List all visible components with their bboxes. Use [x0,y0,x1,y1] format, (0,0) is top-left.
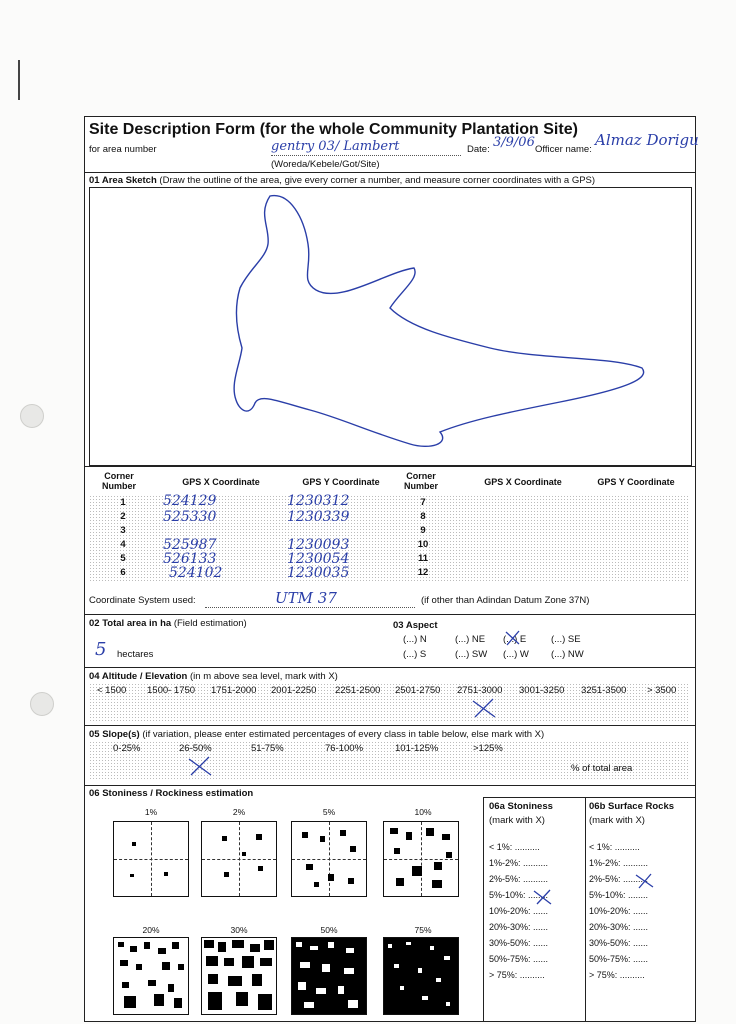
diagram-label: 5% [322,807,336,817]
stoniness-option[interactable]: 20%-30%: ...... [489,922,549,932]
stoniness-option[interactable]: 50%-75%: ...... [489,954,549,964]
col-corner-left: Corner Number [101,471,136,491]
date-value[interactable]: 3/9/06 [493,135,535,150]
punch-hole-top [20,404,44,428]
form-title: Site Description Form (for the whole Community Plantation Site) [89,121,578,138]
coord-system-value[interactable]: UTM 37 [275,589,337,607]
stoniness-x-mark [531,887,555,907]
slope-total-label: % of total area [571,763,633,774]
divider [85,614,695,615]
section01-instructions: (Draw the outline of the area, give every corner a number, and measure corner coordinates with a GPS) [159,175,596,186]
divider [85,172,695,173]
coord-system-label: Coordinate System used: [89,595,196,606]
slope-option[interactable]: 76-100% [325,743,364,754]
location-hint: (Woreda/Kebele/Got/Site) [271,159,380,170]
gps-y-value[interactable]: 1230054 [287,551,350,567]
gps-x-value[interactable]: 524129 [163,493,217,509]
altitude-option[interactable]: 2251-2500 [335,685,381,696]
stoniness-option[interactable]: 1%-2%: .......... [489,858,549,868]
surface-rocks-option[interactable]: 20%-30%: ...... [589,922,649,932]
stoniness-option[interactable]: 10%-20%: ...... [489,906,549,916]
divider-vertical [585,797,586,1021]
divider [85,725,695,726]
altitude-option[interactable]: 2751-3000 [457,685,503,696]
surface-rocks-option[interactable]: 5%-10%: ........ [589,890,649,900]
altitude-option[interactable]: 3001-3250 [519,685,565,696]
date-label: Date: [467,144,490,155]
corner-number: 8 [420,511,426,522]
stoniness-list [489,839,548,983]
stoniness-option[interactable]: 30%-50%: ...... [489,938,549,948]
col-gps-y-left: GPS Y Coordinate [302,477,380,487]
col-gps-y-right: GPS Y Coordinate [597,477,675,487]
slope-option[interactable]: 101-125% [395,743,439,754]
section06-title: 06 Stoniness / Rockiness estimation [89,788,254,799]
surface-rocks-option[interactable]: 2%-5%: .......... [589,874,649,884]
section05-heading [89,729,544,740]
aspect-option[interactable]: (...) S [403,649,427,660]
site-description-form [84,116,699,1022]
stoniness-option[interactable]: < 1%: .......... [489,842,540,852]
section01-title: 01 Area Sketch [89,175,157,186]
corner-number: 6 [120,567,126,578]
punch-hole-bottom [30,692,54,716]
aspect-x-mark [503,629,523,647]
aspect-option[interactable]: (...) N [403,634,427,645]
altitude-option[interactable]: 2001-2250 [271,685,317,696]
section05-note: (if variation, please enter estimated percentages of every class in table below, else mark with X) [142,729,545,740]
section03-title: 03 Aspect [393,620,438,631]
surface-rocks-option[interactable]: < 1%: .......... [589,842,640,852]
stone-diagram-75pct [383,937,459,1015]
gps-x-value[interactable]: 525987 [163,537,217,553]
diagram-label: 20% [142,925,160,935]
area-number-underline [271,155,461,156]
aspect-option[interactable]: (...) SE [551,634,581,645]
corner-number: 9 [420,525,426,536]
gps-y-value[interactable]: 1230339 [287,509,350,525]
stoniness-option[interactable]: > 75%: .......... [489,970,545,980]
diagram-label: 50% [320,925,338,935]
surface-rocks-list [589,839,648,983]
surface-rocks-option[interactable]: 50%-75%: ...... [589,954,649,964]
section02-title: 02 Total area in ha [89,618,172,629]
diagram-label: 2% [232,807,246,817]
stoniness-option[interactable]: 5%-10%: ........ [489,890,549,900]
corner-number: 4 [120,539,126,550]
section02-heading [89,618,247,629]
officer-value[interactable]: Almaz Dorigu [595,131,699,149]
aspect-option[interactable]: (...) W [503,649,529,660]
stone-diagram-2pct [201,821,277,897]
coord-system-note: (if other than Adindan Datum Zone 37N) [421,595,590,606]
section05-title: 05 Slope(s) [89,729,140,740]
aspect-option[interactable]: (...) NE [455,634,486,645]
section04-title: 04 Altitude / Elevation [89,671,188,682]
corner-number: 1 [120,497,126,508]
gps-y-value[interactable]: 1230312 [287,493,350,509]
area-number-label: for area number [89,144,157,155]
gps-y-value[interactable]: 1230035 [287,565,350,581]
total-area-value[interactable]: 5 [95,639,107,660]
section06a-title: 06a Stoniness [489,801,553,812]
diagram-label: 10% [414,807,432,817]
stone-diagram-10pct [383,821,459,897]
stone-diagram-5pct [291,821,367,897]
stone-diagram-50pct [291,937,367,1015]
section04-heading [89,671,338,682]
slope-option[interactable]: 26-50% [179,743,212,754]
col-gps-x-left: GPS X Coordinate [182,477,260,487]
officer-label: Officer name: [535,144,592,155]
section06a-note: (mark with X) [489,815,545,826]
section01-heading [89,175,595,186]
altitude-option[interactable]: < 1500 [97,685,127,696]
corner-number: 11 [417,553,429,564]
area-outline-sketch [90,188,691,465]
slope-option[interactable]: 0-25% [113,743,141,754]
coord-system-underline [205,607,415,608]
section06b-note: (mark with X) [589,815,645,826]
area-number-value[interactable]: gentry 03/ Lambert [271,139,400,154]
stoniness-option[interactable]: 2%-5%: .......... [489,874,549,884]
altitude-option[interactable]: > 3500 [647,685,677,696]
col-corner-right: Corner Number [403,471,438,491]
stone-diagram-1pct [113,821,189,897]
aspect-option[interactable]: (...) SW [455,649,488,660]
divider [85,667,695,668]
corner-number: 12 [417,567,429,578]
corner-number: 5 [120,553,126,564]
surface-rocks-x-mark [633,871,657,891]
surface-rocks-option[interactable]: 1%-2%: .......... [589,858,649,868]
surface-rocks-option[interactable]: 10%-20%: ...... [589,906,649,916]
total-area-unit: hectares [117,649,154,660]
slope-table [89,741,690,781]
col-gps-x-right: GPS X Coordinate [484,477,562,487]
slope-option[interactable]: >125% [473,743,503,754]
corner-number: 3 [120,525,126,536]
corner-number: 7 [420,497,426,508]
surface-rocks-option[interactable]: > 75%: .......... [589,970,645,980]
altitude-option[interactable]: 1751-2000 [211,685,257,696]
section04-note: (in m above sea level, mark with X) [190,671,338,682]
staple-mark [18,60,20,100]
aspect-option[interactable]: (...) NW [551,649,584,660]
altitude-option[interactable]: 1500- 1750 [147,685,196,696]
gps-y-value[interactable]: 1230093 [287,537,350,553]
divider [85,466,695,467]
divider [483,797,695,798]
slope-option[interactable]: 51-75% [251,743,284,754]
altitude-table [89,683,690,723]
stone-diagram-30pct [201,937,277,1015]
diagram-label: 75% [414,925,432,935]
section06b-title: 06b Surface Rocks [589,801,675,812]
corner-number: 10 [417,539,429,550]
sketch-area[interactable] [89,187,692,466]
divider-vertical [483,797,484,1021]
slope-x-mark [185,753,215,779]
diagram-label: 30% [230,925,248,935]
section02-note: (Field estimation) [173,618,247,629]
corner-table-body [89,495,690,581]
altitude-option[interactable]: 2501-2750 [395,685,441,696]
stone-diagram-20pct [113,937,189,1015]
gps-x-value[interactable]: 524102 [169,565,223,581]
gps-x-value[interactable]: 526133 [163,551,217,567]
diagram-label: 1% [144,807,158,817]
surface-rocks-option[interactable]: 30%-50%: ...... [589,938,649,948]
altitude-x-mark [469,695,499,721]
altitude-option[interactable]: 3251-3500 [581,685,627,696]
corner-number: 2 [120,511,126,522]
gps-x-value[interactable]: 525330 [163,509,217,525]
divider [85,785,695,786]
aspect-option[interactable]: (...) E [503,634,527,645]
